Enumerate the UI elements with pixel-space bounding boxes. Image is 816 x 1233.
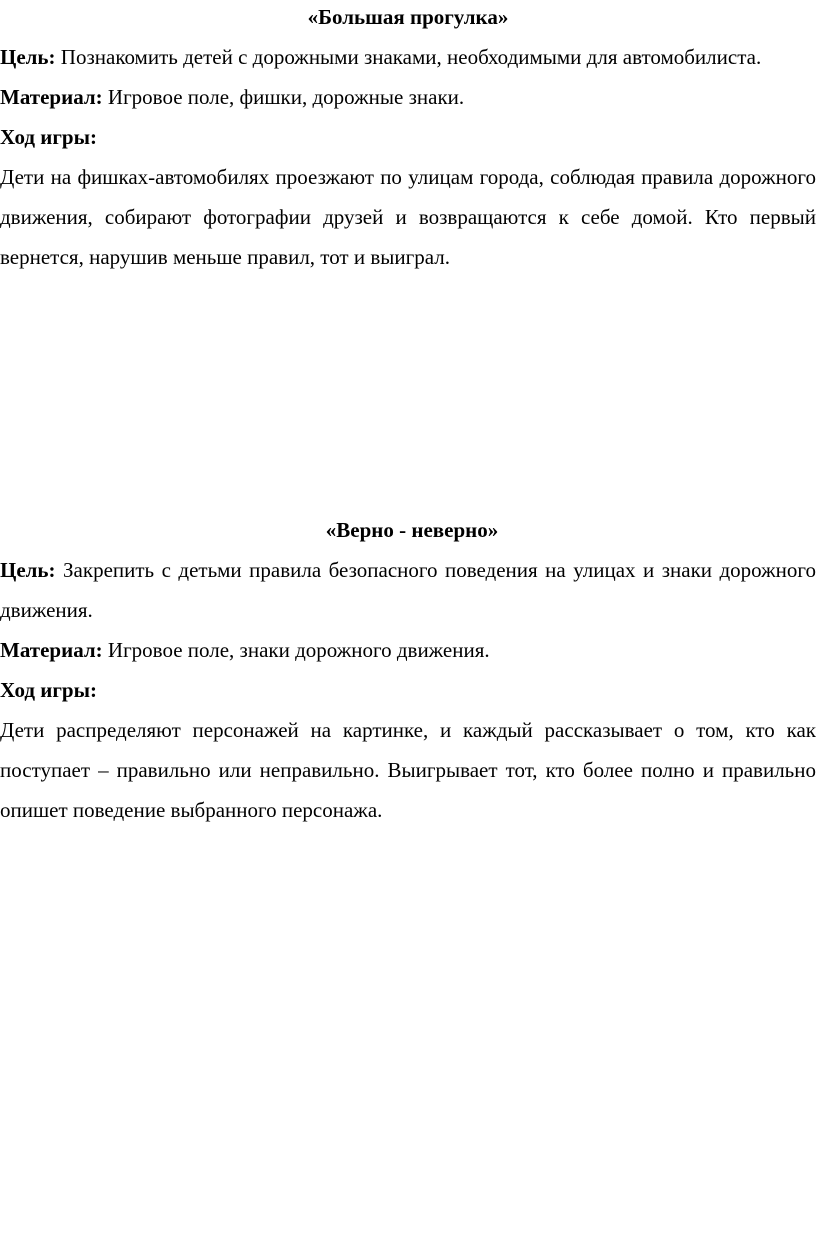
goal-label: Цель:	[0, 45, 56, 69]
goal-text: Познакомить детей с дорожными знаками, необходимыми для автомобилиста.	[55, 45, 762, 69]
goal-label: Цель:	[0, 558, 56, 582]
material-text: Игровое поле, фишки, дорожные знаки.	[102, 85, 465, 109]
game-section-right-wrong	[0, 513, 816, 830]
progress-heading: Ход игры:	[0, 678, 97, 702]
material-label: Материал:	[0, 638, 103, 662]
material-text: Игровое поле, знаки дорожного движения.	[102, 638, 490, 662]
material-paragraph	[0, 630, 816, 670]
material-label: Материал:	[0, 85, 103, 109]
goal-paragraph	[0, 37, 816, 77]
goal-paragraph	[0, 550, 816, 630]
progress-heading: Ход игры:	[0, 125, 97, 149]
progress-text: Дети на фишках-автомобилях проезжают по улицам города, соблюдая правила дорожного движения, собирают фотографии друзей и возвращаются к себе домой. Кто первый вернется, нарушив меньше правил, тот и выиграл.	[0, 165, 816, 269]
game-title: «Большая прогулка»	[307, 5, 509, 29]
game-title: «Верно - неверно»	[325, 518, 499, 542]
progress-text: Дети распределяют персонажей на картинке, и каждый рассказывает о том, кто как поступает – правильно или неправильно. Выигрывает тот, кто более полно и правильно опишет поведение выбранного персонажа.	[0, 718, 816, 822]
material-paragraph	[0, 77, 816, 117]
goal-text: Закрепить с детьми правила безопасного поведения на улицах и знаки дорожного движения.	[0, 558, 816, 622]
game-section-big-walk	[0, 0, 816, 277]
